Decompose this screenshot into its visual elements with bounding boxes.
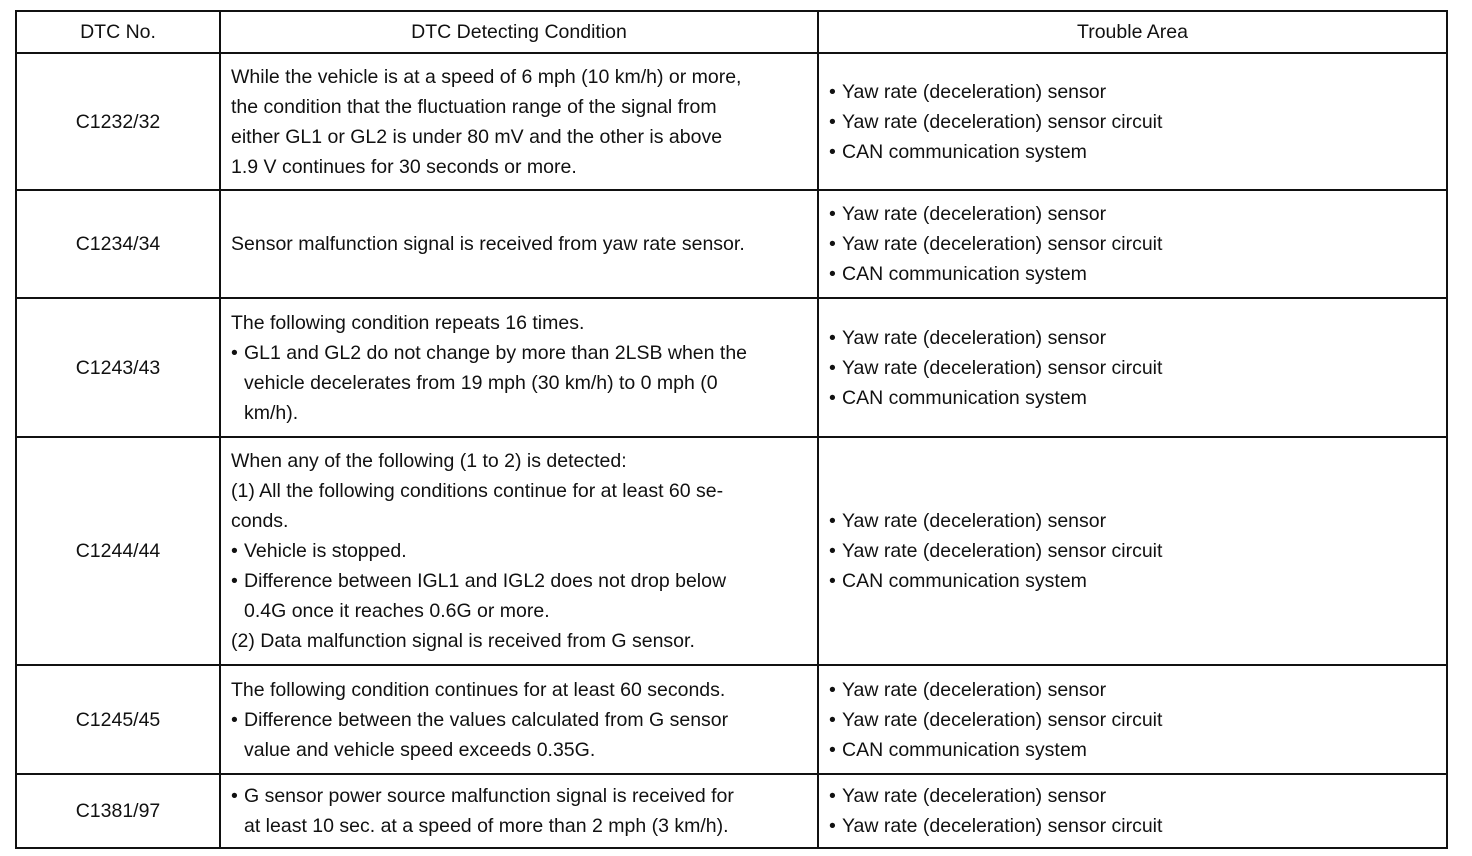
bullet-icon: • bbox=[829, 203, 836, 225]
dtc-code: C1232/32 bbox=[16, 53, 220, 190]
table-row bbox=[16, 774, 1447, 848]
condition-bullet: • G sensor power source malfunction signal is received for at least 10 sec. at a speed of more than 2 mph (3 km/h). bbox=[231, 781, 807, 841]
condition-cell bbox=[220, 53, 818, 190]
header-trouble-area: Trouble Area bbox=[818, 11, 1447, 53]
table-row bbox=[16, 190, 1447, 298]
trouble-area-cell bbox=[818, 298, 1447, 437]
header-condition: DTC Detecting Condition bbox=[220, 11, 818, 53]
condition-cell bbox=[220, 190, 818, 298]
trouble-area-item: • CAN communication system bbox=[829, 566, 1436, 596]
table-row bbox=[16, 437, 1447, 665]
trouble-area-cell bbox=[818, 53, 1447, 190]
bullet-icon: • bbox=[829, 510, 836, 532]
condition-cell bbox=[220, 298, 818, 437]
trouble-area-item: • Yaw rate (deceleration) sensor bbox=[829, 781, 1436, 811]
condition-bullet: • GL1 and GL2 do not change by more than 2LSB when the vehicle decelerates from 19 mph (30 km/h) to 0 mph (0 km/h). bbox=[231, 338, 807, 428]
condition-line: 1.9 V continues for 30 seconds or more. bbox=[231, 155, 577, 178]
condition-line: (2) Data malfunction signal is received from G sensor. bbox=[231, 630, 695, 652]
bullet-icon: • bbox=[829, 326, 836, 349]
condition-line: The following condition repeats 16 times. bbox=[231, 311, 585, 334]
trouble-area-item: • Yaw rate (deceleration) sensor bbox=[829, 675, 1436, 705]
trouble-area-item: • Yaw rate (deceleration) sensor bbox=[829, 77, 1436, 107]
dtc-code: C1243/43 bbox=[16, 298, 220, 437]
bullet-icon: • bbox=[231, 785, 238, 807]
trouble-area-item: • CAN communication system bbox=[829, 259, 1436, 289]
trouble-area-cell bbox=[818, 437, 1447, 665]
bullet-icon: • bbox=[829, 678, 836, 701]
condition-line: (1) All the following conditions continue for at least 60 se- bbox=[231, 480, 724, 502]
bullet-icon: • bbox=[829, 386, 836, 409]
bullet-icon: • bbox=[829, 140, 836, 163]
trouble-area-item: • Yaw rate (deceleration) sensor bbox=[829, 199, 1436, 229]
condition-cell bbox=[220, 437, 818, 665]
trouble-area-item: • Yaw rate (deceleration) sensor bbox=[829, 506, 1436, 536]
condition-line: When any of the following (1 to 2) is detected: bbox=[231, 450, 627, 472]
dtc-code: C1244/44 bbox=[16, 437, 220, 665]
trouble-area-item: • CAN communication system bbox=[829, 383, 1436, 413]
trouble-area-item: • Yaw rate (deceleration) sensor circuit bbox=[829, 811, 1436, 841]
table-row bbox=[16, 53, 1447, 190]
condition-line: conds. bbox=[231, 510, 289, 532]
trouble-area-cell bbox=[818, 665, 1447, 774]
dtc-code: C1381/97 bbox=[16, 774, 220, 848]
bullet-icon: • bbox=[231, 570, 238, 592]
table-row bbox=[16, 298, 1447, 437]
bullet-icon: • bbox=[231, 341, 238, 364]
bullet-icon: • bbox=[829, 785, 836, 807]
bullet-icon: • bbox=[829, 80, 836, 103]
condition-line: While the vehicle is at a speed of 6 mph (10 km/h) or more, bbox=[231, 65, 742, 88]
dtc-table bbox=[15, 10, 1448, 849]
header-dtc-no: DTC No. bbox=[16, 11, 220, 53]
header-row bbox=[16, 11, 1447, 53]
trouble-area-item: • CAN communication system bbox=[829, 735, 1436, 765]
bullet-icon: • bbox=[829, 708, 836, 731]
bullet-icon: • bbox=[829, 356, 836, 379]
condition-line: the condition that the fluctuation range of the signal from bbox=[231, 95, 717, 118]
bullet-icon: • bbox=[829, 570, 836, 592]
bullet-icon: • bbox=[829, 263, 836, 285]
trouble-area-item: • Yaw rate (deceleration) sensor circuit bbox=[829, 353, 1436, 383]
condition-line: Sensor malfunction signal is received from yaw rate sensor. bbox=[231, 233, 745, 255]
bullet-icon: • bbox=[829, 233, 836, 255]
table-row bbox=[16, 665, 1447, 774]
bullet-icon: • bbox=[829, 738, 836, 761]
condition-bullet: • Difference between the values calculated from G sensor value and vehicle speed exceeds 0.35G. bbox=[231, 705, 807, 765]
trouble-area-item: • Yaw rate (deceleration) sensor circuit bbox=[829, 705, 1436, 735]
bullet-icon: • bbox=[829, 815, 836, 837]
bullet-icon: • bbox=[829, 110, 836, 133]
trouble-area-item: • Yaw rate (deceleration) sensor circuit bbox=[829, 107, 1436, 137]
bullet-icon: • bbox=[231, 540, 238, 562]
condition-line: The following condition continues for at least 60 seconds. bbox=[231, 678, 726, 701]
condition-cell bbox=[220, 774, 818, 848]
trouble-area-item: • Yaw rate (deceleration) sensor circuit bbox=[829, 536, 1436, 566]
condition-bullet: • Difference between IGL1 and IGL2 does not drop below 0.4G once it reaches 0.6G or more. bbox=[231, 566, 807, 626]
condition-bullet: • Vehicle is stopped. bbox=[231, 536, 807, 566]
dtc-code: C1234/34 bbox=[16, 190, 220, 298]
trouble-area-cell bbox=[818, 190, 1447, 298]
condition-line: either GL1 or GL2 is under 80 mV and the other is above bbox=[231, 125, 723, 148]
bullet-icon: • bbox=[231, 708, 238, 731]
trouble-area-cell bbox=[818, 774, 1447, 848]
condition-cell bbox=[220, 665, 818, 774]
trouble-area-item: • Yaw rate (deceleration) sensor bbox=[829, 323, 1436, 353]
dtc-code: C1245/45 bbox=[16, 665, 220, 774]
trouble-area-item: • CAN communication system bbox=[829, 137, 1436, 167]
bullet-icon: • bbox=[829, 540, 836, 562]
trouble-area-item: • Yaw rate (deceleration) sensor circuit bbox=[829, 229, 1436, 259]
